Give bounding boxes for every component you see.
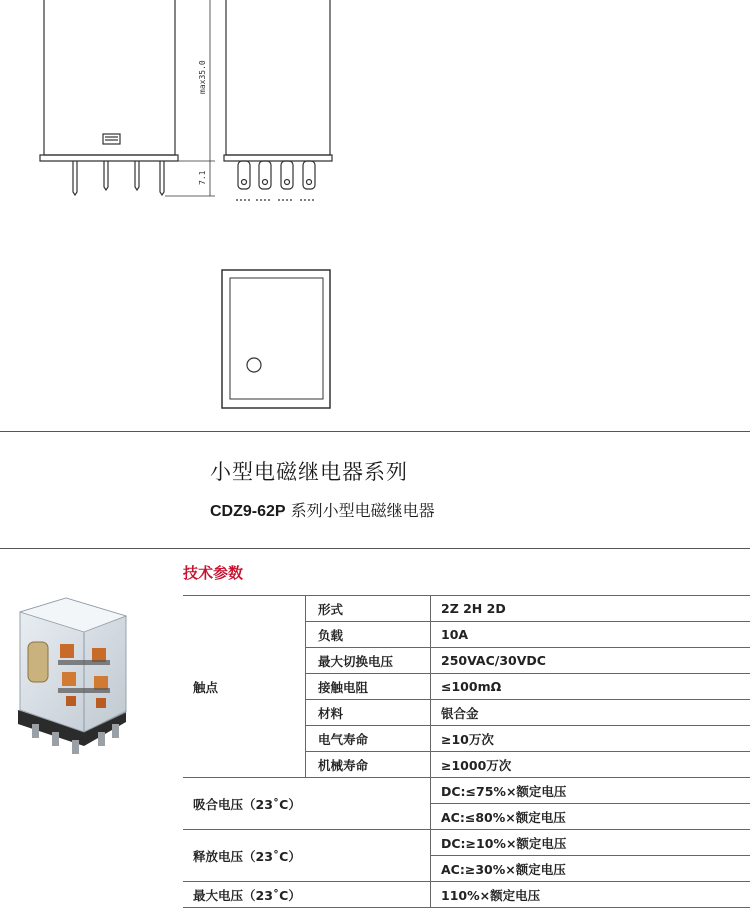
param-label: 负载 [306,622,431,648]
max-voltage-label: 最大电压（23˚C） [183,882,431,908]
contact-group-label: 触点 [183,596,306,778]
param-label: 机械寿命 [306,752,431,778]
spec-table [183,595,750,908]
param-value: ≥1000万次 [431,752,750,778]
top-view-outline [222,270,330,408]
page-title: 小型电磁继电器系列 [210,460,408,484]
side-view-base [224,155,332,161]
pickup-ac-value: AC:≤80%×额定电压 [431,804,750,830]
release-dc-value: DC:≥10%×额定电压 [431,830,750,856]
param-value: 2Z 2H 2D [431,596,750,622]
dimension-pin-label: 7.1 [198,170,207,185]
relay-technical-drawing [0,0,750,420]
max-voltage-value: 110%×额定电压 [431,882,750,908]
param-value: 10A [431,622,750,648]
param-value: ≥10万次 [431,726,750,752]
param-label: 电气寿命 [306,726,431,752]
front-view-tab [103,134,120,144]
pickup-dc-value: DC:≤75%×额定电压 [431,778,750,804]
param-value: 银合金 [431,700,750,726]
table-row [183,596,750,622]
pickup-voltage-label: 吸合电压（23˚C） [183,778,431,830]
release-ac-value: AC:≥30%×额定电压 [431,856,750,882]
front-view-body [44,0,175,155]
param-value: ≤100mΩ [431,674,750,700]
table-row [183,830,750,856]
release-voltage-label: 释放电压（23˚C） [183,830,431,882]
param-label: 接触电阻 [306,674,431,700]
subtitle-suffix: 系列小型电磁继电器 [285,501,435,520]
param-label: 材料 [306,700,431,726]
section-divider-bottom [0,548,750,549]
top-view-marker [247,358,261,372]
param-label: 最大切换电压 [306,648,431,674]
param-label: 形式 [306,596,431,622]
section-divider-top [0,431,750,432]
relay-product-image [8,590,136,766]
spec-heading: 技术参数 [183,564,244,582]
param-value: 250VAC/30VDC [431,648,750,674]
model-number: CDZ9-62P [210,503,286,520]
product-subtitle [210,498,435,521]
dimension-height-label: max35.0 [198,60,207,94]
front-view-base [40,155,178,161]
title-block [210,456,435,521]
table-row [183,882,750,908]
table-row [183,778,750,804]
side-view-body [226,0,330,155]
